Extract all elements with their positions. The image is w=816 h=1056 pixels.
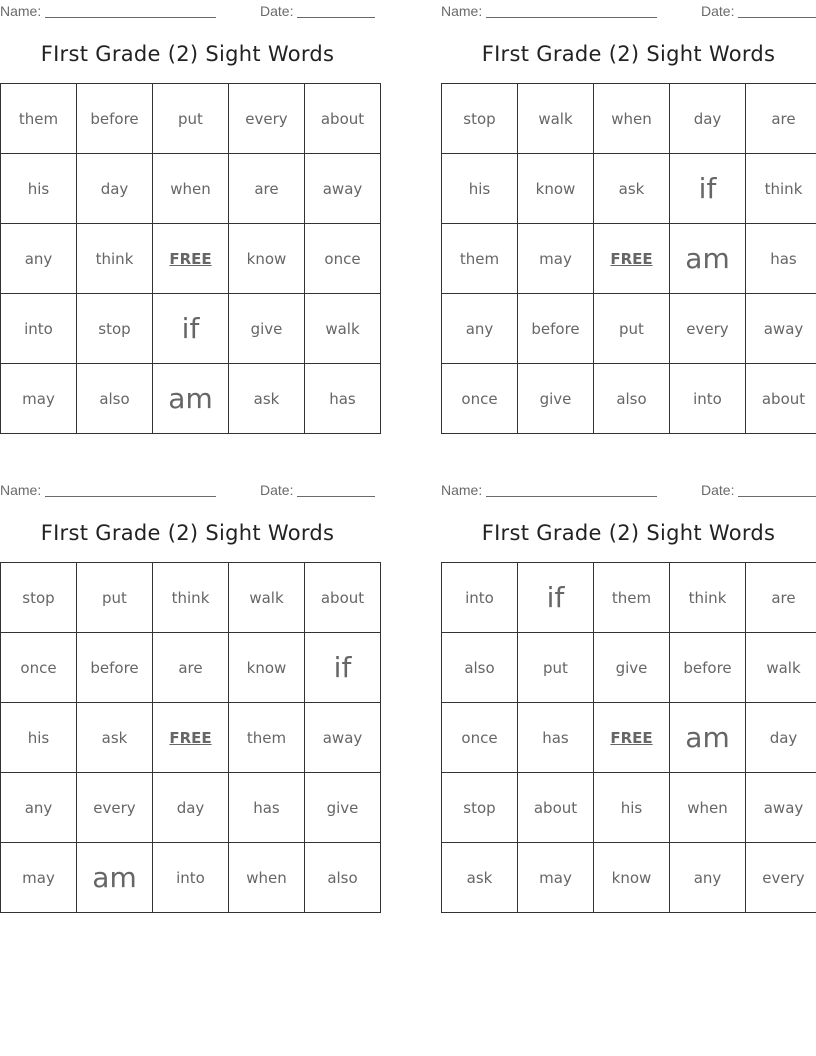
grid-row (1, 843, 381, 913)
word-cell: ask (442, 843, 518, 913)
bingo-grid (441, 562, 816, 913)
date-blank-line (738, 496, 816, 497)
word-cell: may (1, 364, 77, 434)
word-cell: give (229, 294, 305, 364)
grid-row (1, 633, 381, 703)
word-cell: any (670, 843, 746, 913)
word-cell: walk (518, 84, 594, 154)
word-cell: may (518, 843, 594, 913)
word-cell: know (229, 633, 305, 703)
word-cell: every (746, 843, 816, 913)
word-cell: also (594, 364, 670, 434)
grid-row (442, 224, 816, 294)
word-cell: think (153, 563, 229, 633)
word-cell: think (746, 154, 816, 224)
grid-row (1, 154, 381, 224)
word-cell: once (305, 224, 381, 294)
word-cell: his (594, 773, 670, 843)
free-space-cell: FREE (594, 224, 670, 294)
word-cell: them (229, 703, 305, 773)
date-label: Date: (260, 482, 294, 498)
bingo-card (441, 479, 816, 887)
word-cell: into (153, 843, 229, 913)
word-cell: before (77, 84, 153, 154)
word-cell: any (1, 224, 77, 294)
bingo-card (0, 479, 375, 894)
bingo-grid (441, 83, 816, 434)
word-cell: about (305, 563, 381, 633)
word-cell: stop (1, 563, 77, 633)
word-cell: know (229, 224, 305, 294)
word-cell: think (670, 563, 746, 633)
date-label: Date: (701, 3, 735, 19)
word-cell: day (153, 773, 229, 843)
word-cell: are (229, 154, 305, 224)
grid-row (1, 773, 381, 843)
word-cell: stop (442, 773, 518, 843)
word-cell: ask (77, 703, 153, 773)
name-blank-line (45, 17, 216, 18)
grid-row (442, 154, 816, 224)
word-cell: stop (442, 84, 518, 154)
bingo-card (0, 0, 375, 415)
word-cell: into (442, 563, 518, 633)
word-cell: once (442, 364, 518, 434)
word-cell: has (229, 773, 305, 843)
word-cell: them (1, 84, 77, 154)
word-cell: about (518, 773, 594, 843)
word-cell: before (670, 633, 746, 703)
name-label: Name: (0, 482, 42, 498)
word-cell: put (518, 633, 594, 703)
word-cell: am (153, 364, 229, 434)
word-cell: away (305, 154, 381, 224)
word-cell: when (229, 843, 305, 913)
word-cell: away (305, 703, 381, 773)
name-blank-line (486, 496, 657, 497)
bingo-card (441, 0, 816, 408)
grid-row (1, 84, 381, 154)
word-cell: before (77, 633, 153, 703)
word-cell: day (670, 84, 746, 154)
date-blank-line (297, 17, 375, 18)
word-cell: once (1, 633, 77, 703)
word-cell: when (670, 773, 746, 843)
grid-row (442, 84, 816, 154)
word-cell: if (153, 294, 229, 364)
word-cell: know (594, 843, 670, 913)
grid-row (1, 364, 381, 434)
word-cell: his (442, 154, 518, 224)
word-cell: give (594, 633, 670, 703)
word-cell: into (1, 294, 77, 364)
word-cell: also (442, 633, 518, 703)
word-cell: are (746, 84, 816, 154)
grid-row (442, 294, 816, 364)
word-cell: them (442, 224, 518, 294)
name-label: Name: (0, 3, 42, 19)
word-cell: any (1, 773, 77, 843)
word-cell: into (670, 364, 746, 434)
word-cell: day (746, 703, 816, 773)
word-cell: put (77, 563, 153, 633)
word-cell: when (153, 154, 229, 224)
word-cell: if (670, 154, 746, 224)
word-cell: if (518, 563, 594, 633)
word-cell: give (305, 773, 381, 843)
word-cell: give (518, 364, 594, 434)
word-cell: day (77, 154, 153, 224)
word-cell: walk (229, 563, 305, 633)
word-cell: has (746, 224, 816, 294)
word-cell: walk (746, 633, 816, 703)
word-cell: every (77, 773, 153, 843)
word-cell: think (77, 224, 153, 294)
word-cell: about (305, 84, 381, 154)
word-cell: also (77, 364, 153, 434)
word-cell: are (153, 633, 229, 703)
grid-row (1, 703, 381, 773)
name-blank-line (486, 17, 657, 18)
word-cell: may (1, 843, 77, 913)
word-cell: every (670, 294, 746, 364)
word-cell: about (746, 364, 816, 434)
date-label: Date: (701, 482, 735, 498)
word-cell: has (518, 703, 594, 773)
word-cell: any (442, 294, 518, 364)
date-blank-line (297, 496, 375, 497)
grid-row (442, 364, 816, 434)
word-cell: are (746, 563, 816, 633)
name-label: Name: (441, 482, 483, 498)
word-cell: his (1, 703, 77, 773)
date-label: Date: (260, 3, 294, 19)
card-title: FIrst Grade (2) Sight Words (40, 42, 335, 66)
name-date-row (441, 0, 816, 22)
word-cell: when (594, 84, 670, 154)
word-cell: also (305, 843, 381, 913)
free-space-cell: FREE (594, 703, 670, 773)
word-cell: them (594, 563, 670, 633)
name-date-row (441, 479, 816, 501)
word-cell: am (77, 843, 153, 913)
grid-row (442, 703, 816, 773)
grid-row (1, 224, 381, 294)
date-blank-line (738, 17, 816, 18)
grid-row (442, 773, 816, 843)
word-cell: away (746, 294, 816, 364)
word-cell: before (518, 294, 594, 364)
word-cell: am (670, 703, 746, 773)
card-title: FIrst Grade (2) Sight Words (481, 521, 776, 545)
bingo-grid (0, 562, 381, 913)
free-space-cell: FREE (153, 703, 229, 773)
grid-row (442, 633, 816, 703)
word-cell: ask (229, 364, 305, 434)
word-cell: put (153, 84, 229, 154)
free-space-cell: FREE (153, 224, 229, 294)
word-cell: put (594, 294, 670, 364)
word-cell: if (305, 633, 381, 703)
word-cell: know (518, 154, 594, 224)
word-cell: stop (77, 294, 153, 364)
word-cell: away (746, 773, 816, 843)
bingo-grid (0, 83, 381, 434)
card-title: FIrst Grade (2) Sight Words (481, 42, 776, 66)
grid-row (442, 843, 816, 913)
word-cell: has (305, 364, 381, 434)
grid-row (1, 563, 381, 633)
word-cell: once (442, 703, 518, 773)
name-date-row (0, 0, 375, 22)
grid-row (442, 563, 816, 633)
word-cell: may (518, 224, 594, 294)
name-date-row (0, 479, 375, 501)
word-cell: walk (305, 294, 381, 364)
word-cell: am (670, 224, 746, 294)
word-cell: ask (594, 154, 670, 224)
grid-row (1, 294, 381, 364)
word-cell: every (229, 84, 305, 154)
name-blank-line (45, 496, 216, 497)
card-title: FIrst Grade (2) Sight Words (40, 521, 335, 545)
name-label: Name: (441, 3, 483, 19)
word-cell: his (1, 154, 77, 224)
